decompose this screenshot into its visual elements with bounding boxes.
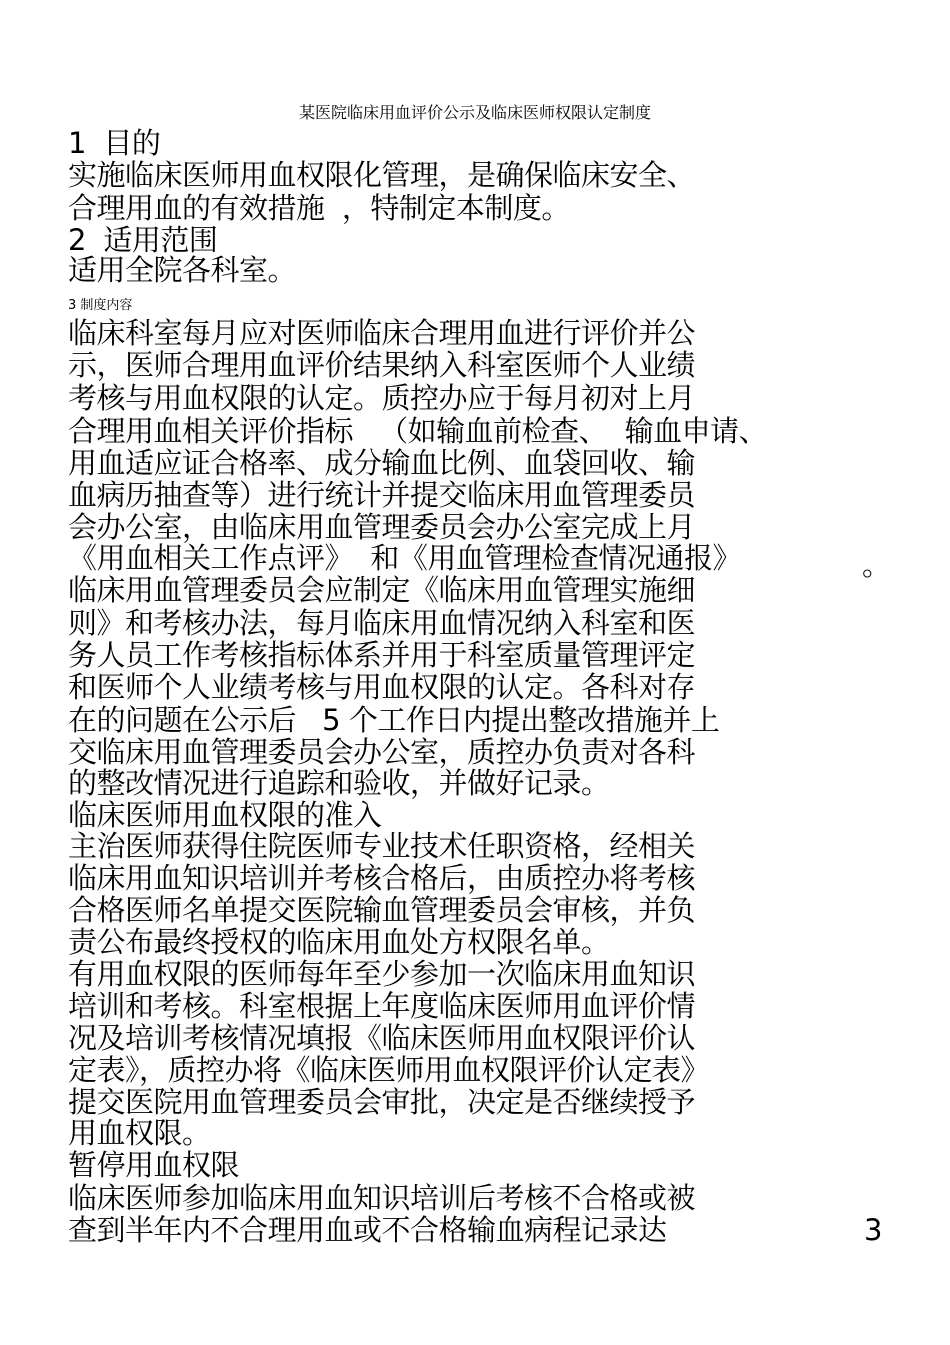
subheading-admission: 临床医师用血权限的准入 xyxy=(68,798,382,832)
paragraph-line: 合理用血的有效措施 ，特制定本制度。 xyxy=(68,191,570,225)
section-2-heading: 2 适用范围 xyxy=(68,223,218,257)
subheading-suspension: 暂停用血权限 xyxy=(68,1148,240,1182)
paragraph-line: 合理用血相关评价指标 （如输血前检查、 输血申请、 xyxy=(68,414,768,448)
paragraph-line: 用血权限。 xyxy=(68,1116,211,1150)
paragraph-line: 定表》，质控办将《临床医师用血权限评价认定表》 xyxy=(68,1053,710,1087)
period-mark: 。 xyxy=(862,548,892,582)
paragraph-line: 务人员工作考核指标体系并用于科室质量管理评定 xyxy=(68,638,696,672)
paragraph-line: 实施临床医师用血权限化管理，是确保临床安全、 xyxy=(68,158,696,192)
paragraph-line: 况及培训考核情况填报《临床医师用血权限评价认 xyxy=(68,1021,696,1055)
paragraph-line: 主治医师获得住院医师专业技术任职资格，经相关 xyxy=(68,829,696,863)
trailing-number: 3 xyxy=(864,1213,883,1247)
paragraph-line: 考核与用血权限的认定。质控办应于每月初对上月 xyxy=(68,381,696,415)
paragraph-line: 示，医师合理用血评价结果纳入科室医师个人业绩 xyxy=(68,348,696,382)
section-1-heading: 1 目的 xyxy=(68,126,161,160)
paragraph-line: 临床用血知识培训并考核合格后，由质控办将考核 xyxy=(68,861,696,895)
paragraph-line: 责公布最终授权的临床用血处方权限名单。 xyxy=(68,925,610,959)
paragraph-line: 血病历抽查等）进行统计并提交临床用血管理委员 xyxy=(68,478,696,512)
paragraph-line: 提交医院用血管理委员会审批，决定是否继续授予 xyxy=(68,1085,696,1119)
paragraph-line: 交临床用血管理委员会办公室，质控办负责对各科 xyxy=(68,735,696,769)
paragraph-line: 则》和考核办法，每月临床用血情况纳入科室和医 xyxy=(68,606,696,640)
paragraph-line: 的整改情况进行追踪和验收，并做好记录。 xyxy=(68,766,610,800)
paragraph-line: 《用血相关工作点评》 和《用血管理检查情况通报》 xyxy=(68,541,741,575)
paragraph-line: 合格医师名单提交医院输血管理委员会审核，并负 xyxy=(68,893,696,927)
paragraph-line: 临床用血管理委员会应制定《临床用血管理实施细 xyxy=(68,573,696,607)
paragraph-line: 会办公室，由临床用血管理委员会办公室完成上月 xyxy=(68,510,696,544)
paragraph-line: 适用全院各科室。 xyxy=(68,253,297,287)
paragraph-line: 用血适应证合格率、成分输血比例、血袋回收、输 xyxy=(68,446,696,480)
paragraph-line: 和医师个人业绩考核与用血权限的认定。各科对存 xyxy=(68,670,696,704)
paragraph-line: 查到半年内不合理用血或不合格输血病程记录达 xyxy=(68,1213,667,1247)
paragraph-line: 在的问题在公示后 5 个工作日内提出整改措施并上 xyxy=(68,703,720,737)
section-3-heading: 3 制度内容 xyxy=(68,298,133,313)
paragraph-line: 临床科室每月应对医师临床合理用血进行评价并公 xyxy=(68,316,696,350)
paragraph-line: 临床医师参加临床用血知识培训后考核不合格或被 xyxy=(68,1181,696,1215)
paragraph-line: 有用血权限的医师每年至少参加一次临床用血知识 xyxy=(68,957,696,991)
document-title: 某医院临床用血评价公示及临床医师权限认定制度 xyxy=(298,103,651,122)
paragraph-line: 培训和考核。科室根据上年度临床医师用血评价情 xyxy=(68,989,696,1023)
